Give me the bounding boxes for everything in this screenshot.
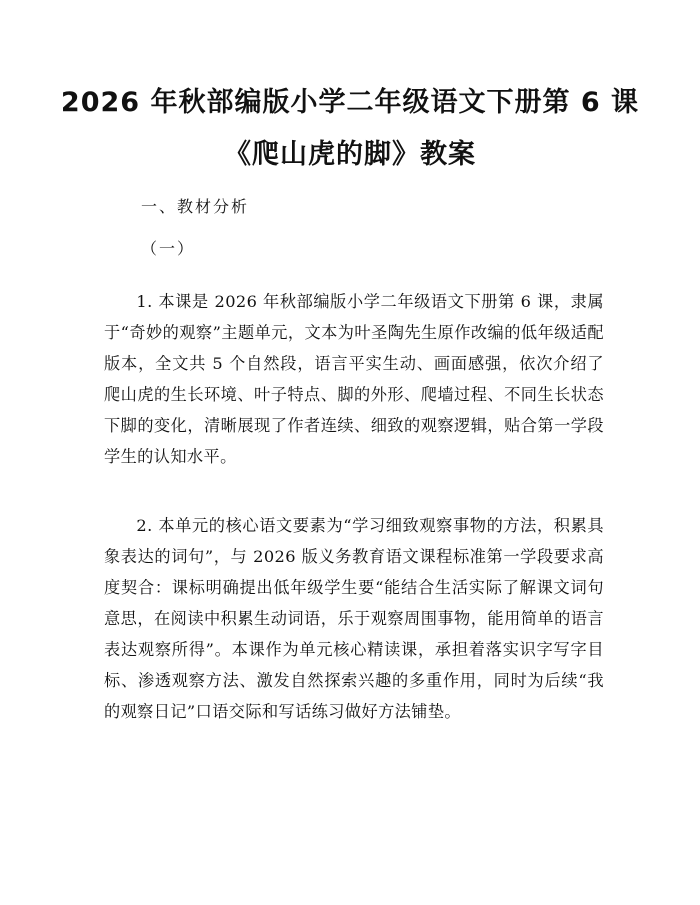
- document-title-line-1: 2026 年秋部编版小学二年级语文下册第 6 课: [60, 87, 640, 118]
- paragraph-2: 2. 本单元的核心语文要素为“学习细致观察事物的方法，积累具象表达的词句”，与 2026 版义务教育语文课程标准第一学段要求高度契合：课标明确提出低年级学生要“能结合生活实际了解课文词句意思，在阅读中积累生动词语，乐于观察周围事物，能用简单的语言表达观察所得”。本课作为单元核心精读课，承担着落实识字写字目标、渗透观察方法、激发自然探索兴趣的多重作用，同时为后续“我的观察日记”口语交际和写话练习做好方法铺垫。: [104, 516, 604, 721]
- section-heading: 一、教材分析: [141, 197, 250, 216]
- subsection-heading: （一）: [141, 239, 196, 258]
- paragraph-1: 1. 本课是 2026 年秋部编版小学二年级语文下册第 6 课，隶属于“奇妙的观察”主题单元，文本为叶圣陶先生原作改编的低年级适配版本，全文共 5 个自然段，语言平实生动、画面感强，依次介绍了爬山虎的生长环境、叶子特点、脚的外形、爬墙过程、不同生长状态下脚的变化，清晰展现了作者连续、细致的观察逻辑，贴合第一学段学生的认知水平。: [104, 292, 604, 466]
- document-title-line-2: 《爬山虎的脚》教案: [224, 139, 476, 170]
